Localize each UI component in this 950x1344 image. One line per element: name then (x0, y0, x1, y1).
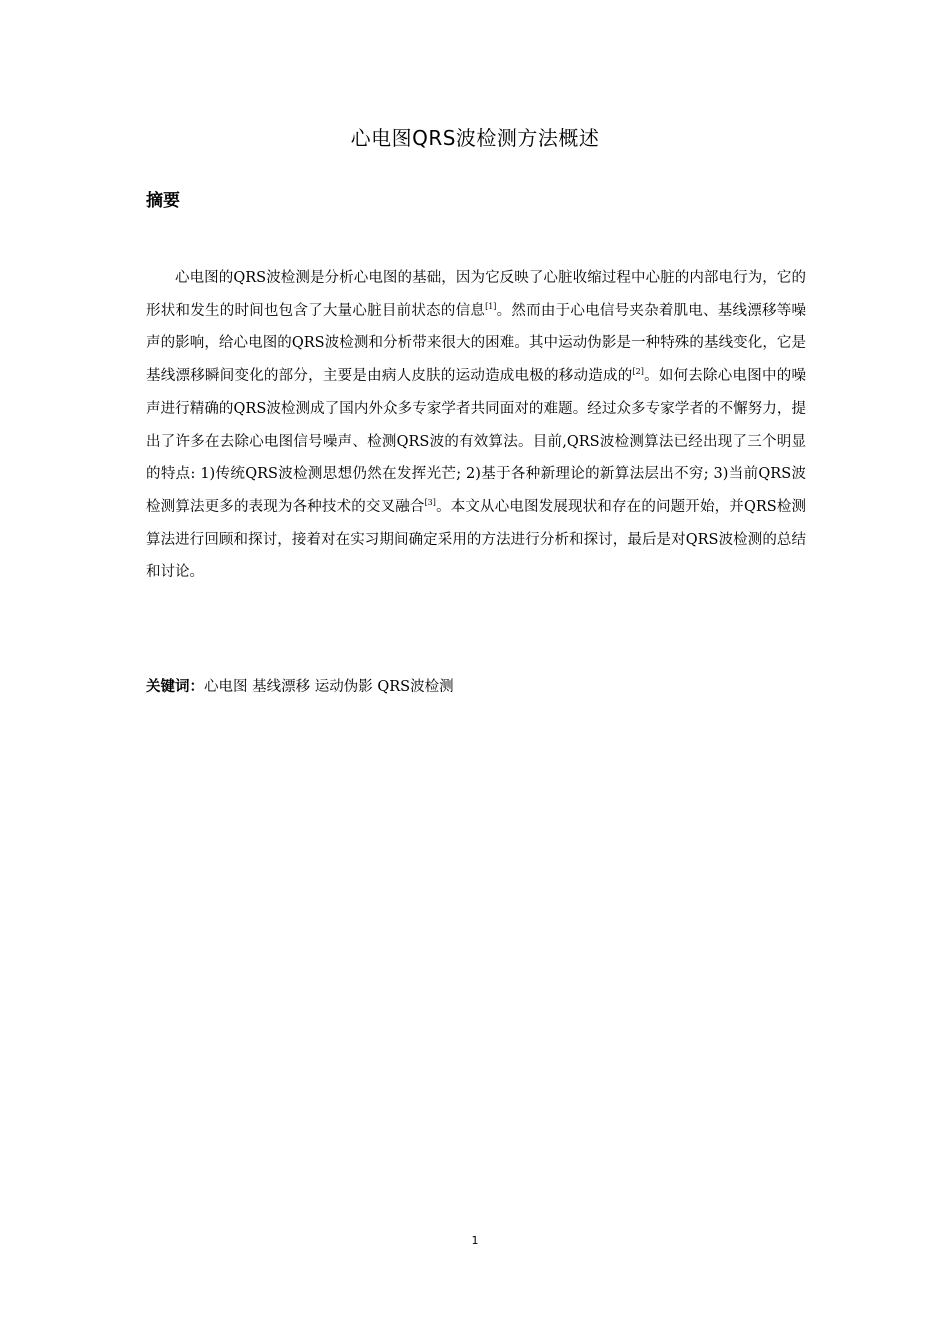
abstract-paragraph (146, 262, 806, 589)
abstract-heading: 摘要 (146, 191, 180, 211)
document-title: 心电图QRS波检测方法概述 (350, 126, 600, 150)
citation-2: [2] (632, 367, 644, 377)
keywords-line (146, 676, 806, 698)
abstract-text-2: 。然而由于心电信号夹杂着肌电、基线漂移等噪声的影响，给心电图的QRS波检测和分析带来很大的困难。其中运动伪影是一种特殊的基线变化，它是基线漂移瞬间变化的部分，主要是由病人皮肤的运动造成电极的移动造成的 (146, 302, 807, 385)
abstract-text-4: 。本文从心电图发展现状和存在的问题开始，并QRS检测算法进行回顾和探讨，接着对在实习期间确定采用的方法进行分析和探讨，最后是对QRS波检测的总结和讨论。 (146, 498, 806, 581)
page-number: 1 (471, 1234, 479, 1247)
keywords-label: 关键词： (146, 679, 204, 695)
abstract-text-1: 心电图的QRS波检测是分析心电图的基础，因为它反映了心脏收缩过程中心脏的内部电行为，它的形状和发生的时间也包含了大量心脏目前状态的信息 (146, 270, 806, 319)
abstract-text-3: 。如何去除心电图中的噪声进行精确的QRS波检测成了国内外众多专家学者共同面对的难题。经过众多专家学者的不懈努力，提出了许多在去除心电图信号噪声、检测QRS波的有效算法。目前,QRS波检测算法已经出现了三个明显的特点: 1)传统QRS波检测思想仍然在发挥光芒; 2)基于各种新理论的新算法层出不穷; 3)当前QRS波检测算法更多的表现为各种技术的交叉融合 (146, 368, 807, 515)
citation-3: [3] (424, 498, 436, 508)
keywords-value: 心电图 基线漂移 运动伪影 QRS波检测 (204, 679, 454, 695)
citation-1: [1] (485, 301, 497, 311)
